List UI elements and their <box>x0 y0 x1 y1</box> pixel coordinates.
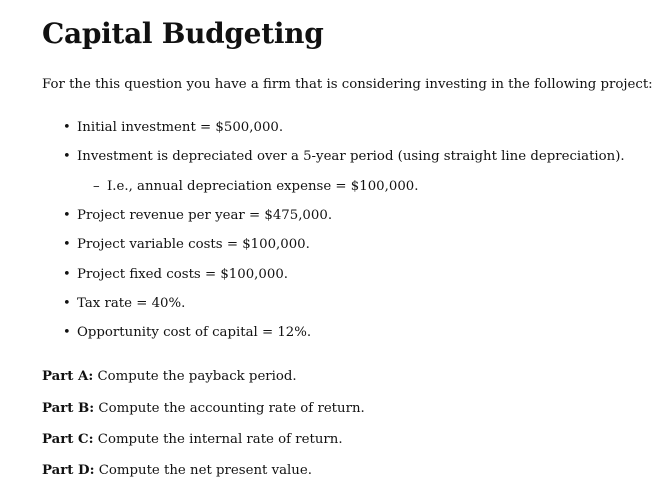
bullet-icon: • <box>63 325 71 340</box>
part-c <box>42 431 343 449</box>
list-item-opportunity-cost <box>63 324 311 342</box>
bullet-icon: • <box>63 237 71 252</box>
list-item-text: Investment is depreciated over a 5-year period (using straight line depreciation). <box>77 149 625 164</box>
list-item-text: Tax rate = 40%. <box>77 296 186 311</box>
part-label: Part B: <box>42 401 95 416</box>
list-item-text: Project fixed costs = $100,000. <box>77 267 289 282</box>
part-text: Compute the accounting rate of return. <box>98 401 365 416</box>
part-text: Compute the internal rate of return. <box>97 432 343 447</box>
part-b <box>42 400 365 418</box>
part-text: Compute the net present value. <box>98 463 312 478</box>
part-label: Part D: <box>42 463 95 478</box>
list-item-depreciation <box>63 148 625 166</box>
intro-paragraph: For the this question you have a firm that is considering investing in the following project: <box>42 77 653 92</box>
list-item-fixed-costs <box>63 266 288 284</box>
part-d <box>42 462 312 480</box>
list-item-initial-investment <box>63 119 283 137</box>
list-item-text: Initial investment = $500,000. <box>77 120 284 135</box>
part-a <box>42 368 297 386</box>
sublist-item-annual-depreciation <box>93 178 418 196</box>
list-item-variable-costs <box>63 236 310 254</box>
part-label: Part A: <box>42 369 94 384</box>
list-item-text: Project revenue per year = $475,000. <box>77 208 333 223</box>
bullet-icon: • <box>63 120 71 135</box>
bullet-icon: • <box>63 267 71 282</box>
list-item-tax-rate <box>63 295 185 313</box>
list-item-text: Project variable costs = $100,000. <box>77 237 310 252</box>
sublist-item-text: I.e., annual depreciation expense = $100,000. <box>107 179 419 194</box>
dash-icon: – <box>93 179 100 194</box>
list-item-revenue <box>63 207 332 225</box>
page-title: Capital Budgeting <box>42 17 324 50</box>
part-text: Compute the payback period. <box>97 369 297 384</box>
bullet-icon: • <box>63 208 71 223</box>
part-label: Part C: <box>42 432 94 447</box>
bullet-icon: • <box>63 296 71 311</box>
bullet-icon: • <box>63 149 71 164</box>
list-item-text: Opportunity cost of capital = 12%. <box>77 325 312 340</box>
